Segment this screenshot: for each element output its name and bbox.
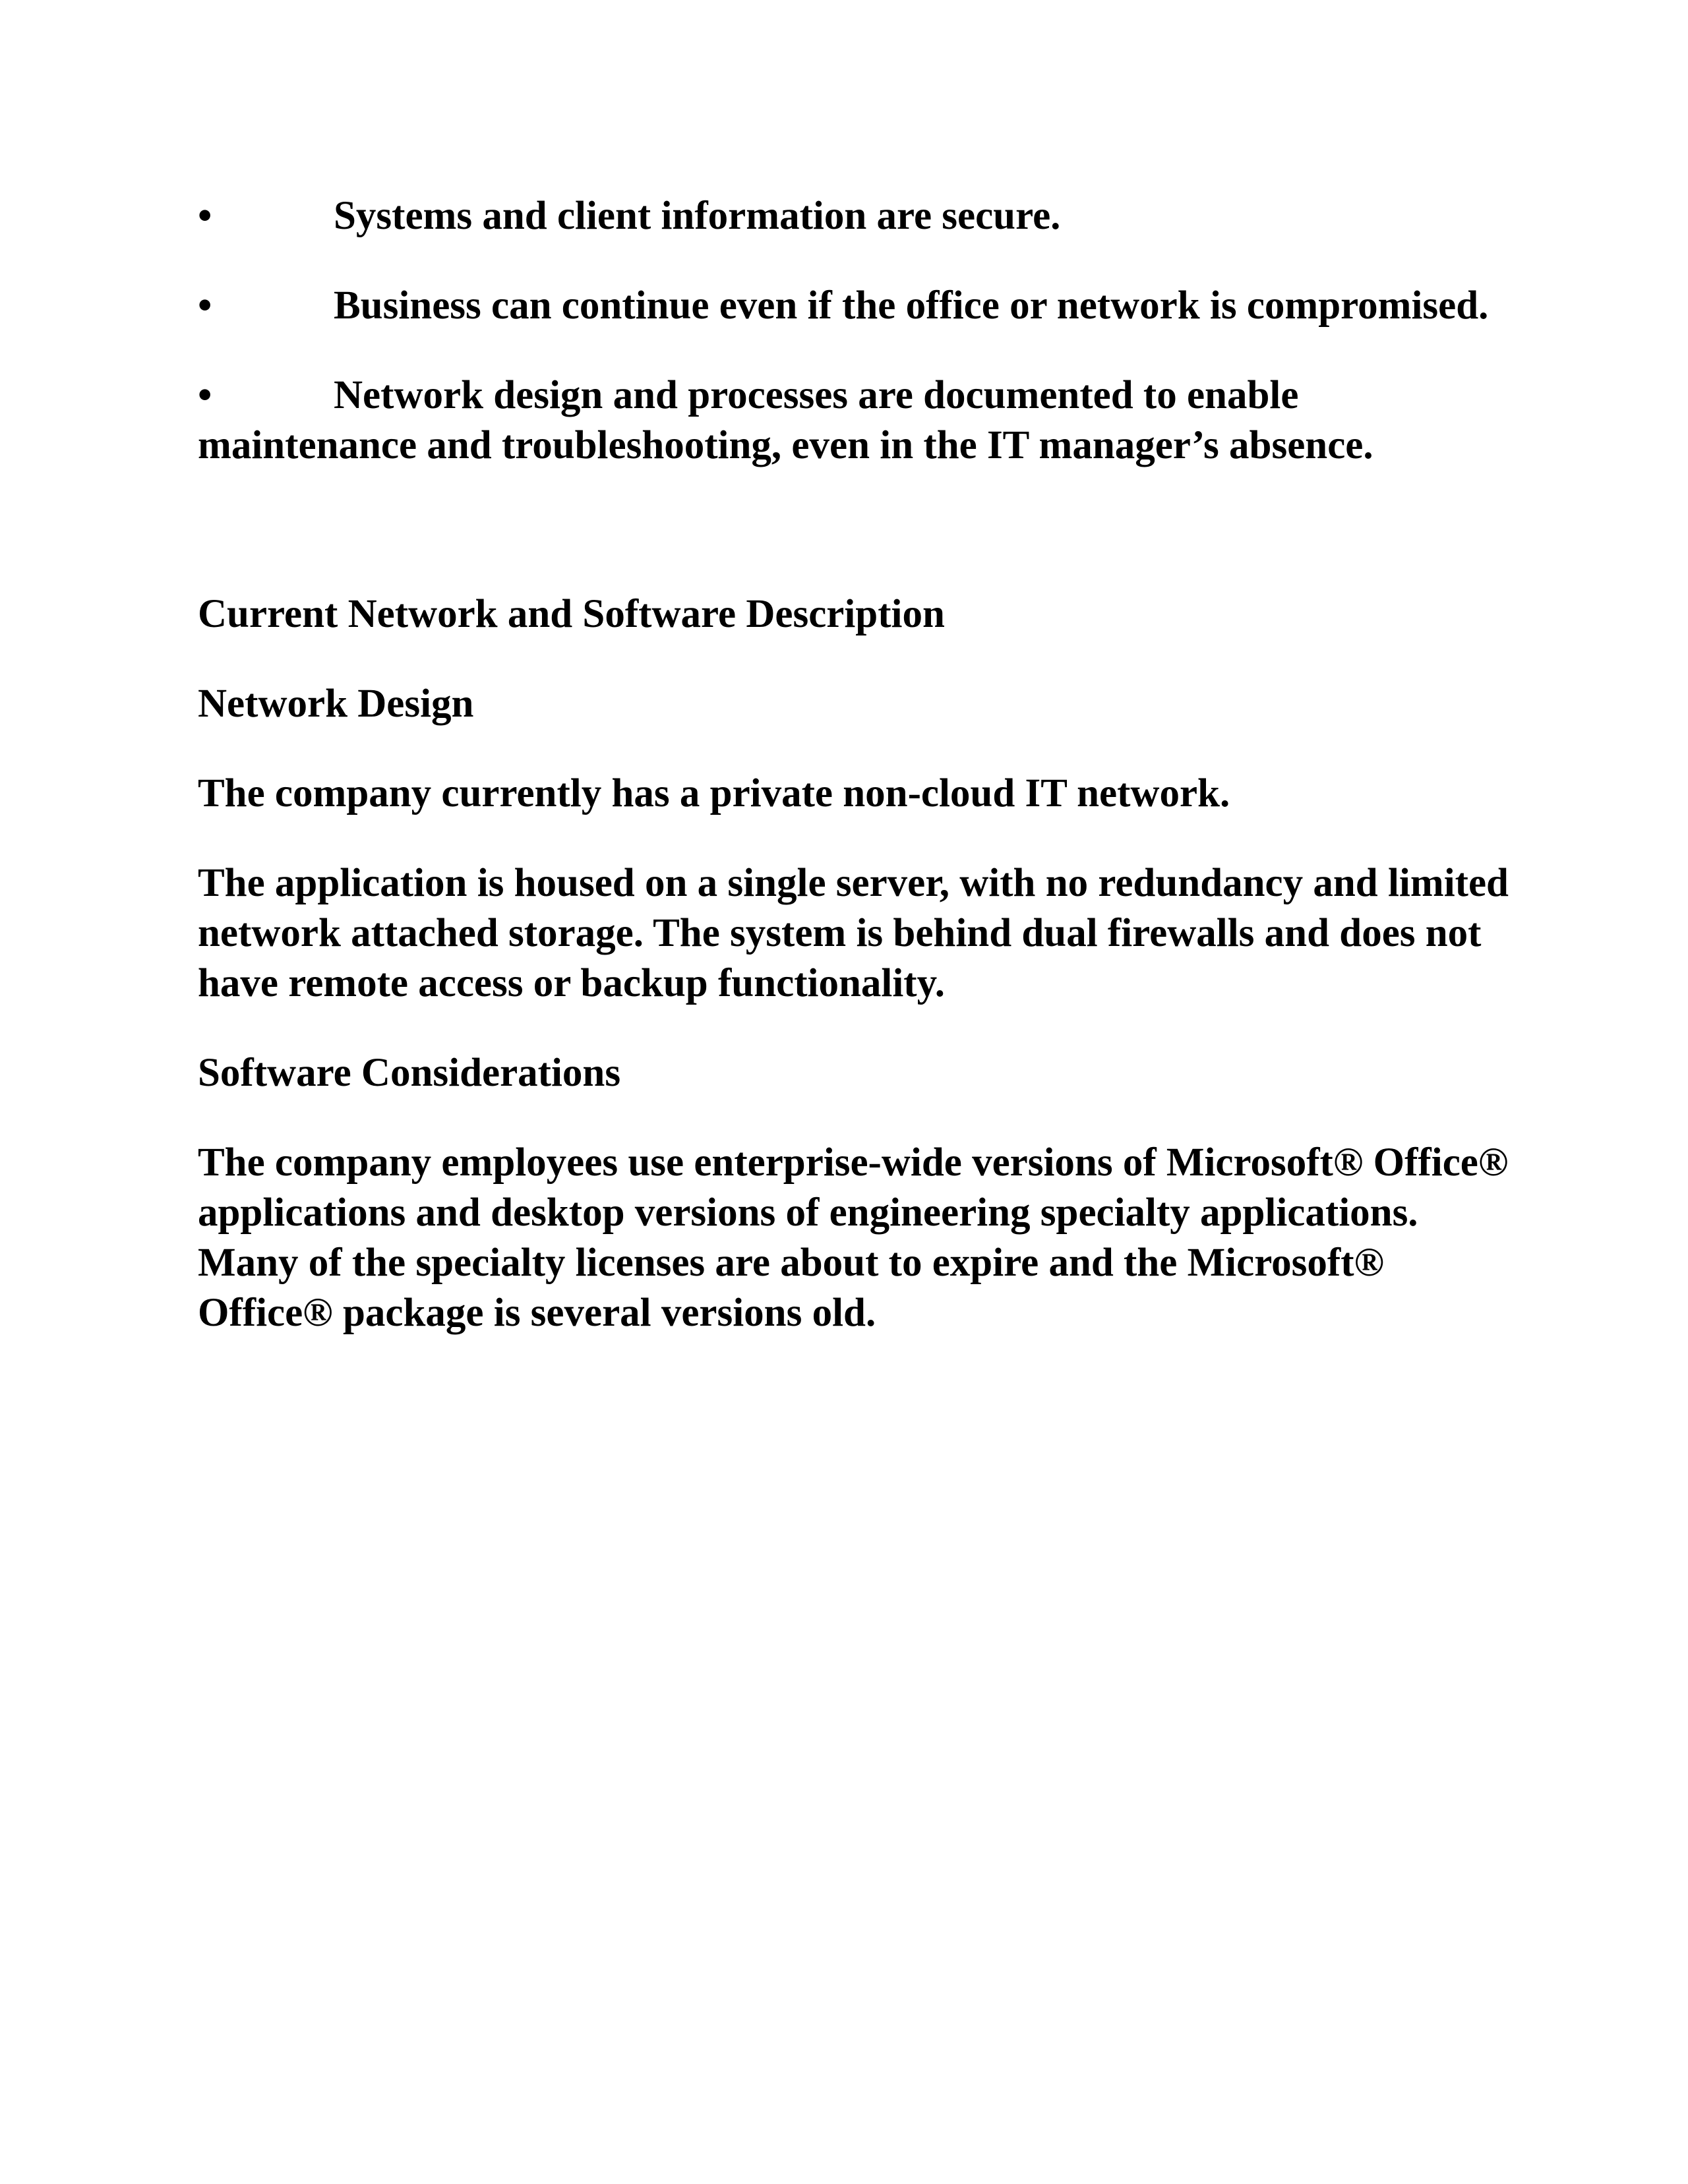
bullet-icon: •: [198, 373, 212, 417]
software-considerations-heading: Software Considerations: [198, 1051, 621, 1095]
bullet-text: Business can continue even if the office or network is compromised.: [334, 283, 1489, 328]
network-design-heading: Network Design: [198, 682, 474, 726]
section-title: Current Network and Software Description: [198, 592, 945, 636]
section-spacer: [198, 510, 1517, 589]
network-design-paragraph: The application is housed on a single server, with no redundancy and limited network attached storage. The system is behind dual firewalls and does not have remote access or backup functionality.: [198, 861, 1509, 1005]
bullet-item: [198, 281, 1517, 331]
network-design-paragraph: The company currently has a private non-cloud IT network.: [198, 771, 1230, 815]
document-page: [198, 191, 1517, 1378]
bullet-icon: •: [198, 283, 212, 328]
bullet-text: Systems and client information are secure.: [334, 194, 1061, 238]
software-considerations-paragraph: The company employees use enterprise-wide versions of Microsoft® Office® applications and desktop versions of engineering specialty applications. Many of the specialty licenses are about to expire and the Microsoft® Office® package is several versions old.: [198, 1140, 1509, 1335]
bullet-item: [198, 370, 1517, 471]
bullet-item: [198, 191, 1517, 241]
bullet-text: Network design and processes are documented to enable maintenance and troubleshooting, even in the IT manager’s absence.: [198, 373, 1373, 467]
bullet-icon: •: [198, 194, 212, 238]
